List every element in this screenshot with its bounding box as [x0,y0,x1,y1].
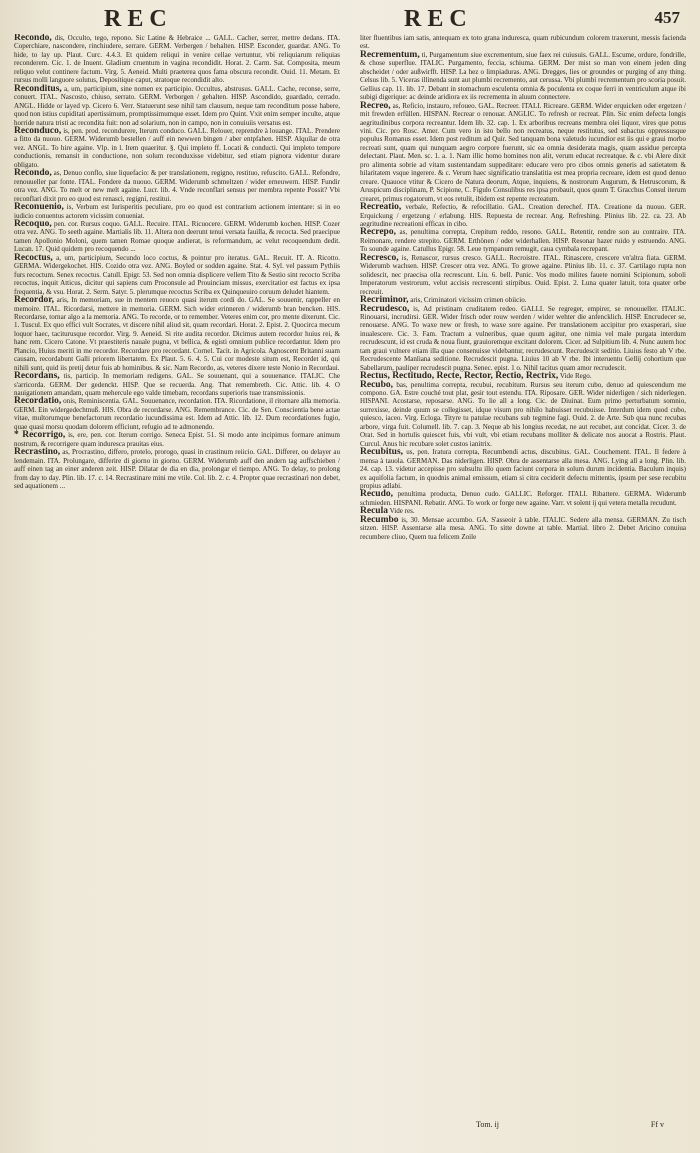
entry-text: penultima producta, Denuo cudo. GALLIC. Reforger. ITALI. Ribattere. GERMA. Widerumb schmieden. HISPANI. Rebatir. ANG. To work or forge new againe. Varr. vt solent ij qui vetera metalla recudunt. [360,490,686,507]
entry-headword: Recordans, [14,371,60,382]
dictionary-entry [14,127,340,169]
entry-headword: Reconduco, [14,125,62,136]
entry-headword: Recordatio, [14,396,62,407]
entry-headword: Recubitus, [360,447,404,458]
dictionary-entry [14,203,340,220]
entry-text: as, Reficio, instauro, refoueo. GAL. Recreer. ITALI. Ricreare. GERM. Wider erquicken oder ergetzen / mit frewden erfüllen. HISPAN. Recrear o renouar. ANGLIC. To refresh or recreat. Plin. Sic enim defecta longis aegritudinibus corpora recreantur. Idem lib. 32. cap. 1. Ex arboribus recreans membra olei liquor, vires que potus vini. Cic. pro Rosc. Amer. Cum vero in isto bello non recreatus, neque restitutus, sed subactus oppressusque populus Romanus esset. Idem post reditum ad Quir. Sed tanquam bona valetudo iucundior est iis qui e graui morbo recreati sunt, quam qui nunquam aegro corpore fuerunt, sic ea omnia desiderata magis, quam assidue percepta delectant. Plaut. Men. sc. 1. a. 1. Nam illic homo homines non alit, verum educat recreatque. & c. vbi Alere dixit pro alimenta sobrie ad vitam sustentandam suppeditare: educare vero pro cibos omnis generis ad satietatem & hilaritatem vsque ingerere. & c. Verum haec significatio translatitia est mea propria recreare, idem est quod denuo creare. Quauoce vtitur & Cicero de Natura deorum, Atque, inquiens, & nostrorum Augurum, & Hetruscorum, & Aruspicum disciplinam, P. Scipione, C. Figulo Consulibus res ipsa probauit, quos quum T. Gracchus Consul iterum crearet, primus rogatorum, vt eos retulit, ibidem est repente recreatum. [360,101,686,203]
dictionary-entry [360,372,686,380]
entry-headword: Recoctus, [14,252,53,263]
entry-text: aris, In memoriam, sue in mentem reuoco quasi iterum cordi do. GAL. Se souuenir, rappeller en memoire. ITAL. Ricordarsi, mettere in memoria. GERM. Sich wider erinneren / widerumb bran bencken. HIS. Recordarse, tornar algo a la memoria. ANG. To recorde, or to remember. Veteres enim cor, pro mente dixerunt. Cic. 1. Tuscul. Ex quo effici vult Socrates, vt discere nihil aliud sit, quam recordari. Horat. 2. Epist. 2. Quocirca mecum loquor haec, taciturusque recordor. Virg. 9. Aeneid. Si rite audita recordor. Dicimus autem recordor huius rei, & hanc rem. Cicero Catone. Vt praestiteris nauale pugna, vt bellica, & egisti omnium publice recordantur. Idem pro Plancio, Huius meriti in me recordor. Recordare pro recordant. Cornel. Tacit. in Agricola. Agnoscent Britanni suam causam, recordabunt Galli priorem libertatem. Ex Plaut. 5. 6. 4. 5. Cui cor modeste situm est, Recordet id, qui nihili sunt, quid iis pretij detur fuis ab hominibus. & sic. Nam Recordo, as, veteres dixere teste Nonio in Recordaui. [14,296,340,372]
dictionary-entry [14,254,340,296]
dictionary-entry [360,203,686,228]
entry-text: pen. cor. Rursus coquo. GALL. Recuire. ITAL. Ricuocere. GERM. Widerumb kochen. HISP. Cozer otra vez. ANG. To seeth againe. Martialis lib. 11. Altera non deerunt tenui versata fauilla, & recocta. Sed praecipue tamen Apollonio Moloni, quem tamen Romae quoque audierat, is reformandum, ac velut recoquendum dedit. Lucan. 17. Quid quidem pro recoquendo ... [14,219,340,254]
dictionary-entry [14,431,340,448]
dictionary-entry [360,34,686,51]
entry-headword: Recondo, [14,34,52,43]
entry-headword: Recrementum, [360,49,420,60]
entry-headword: Reconuenio, [14,202,64,213]
entry-text: as, penultima correpta, Crepitum reddo, resono. GALL. Retentir, rendre son au contraire. ITA. Reimonare, rendere strepito. GERM. Erthönen / oder widerhallen. HISP. Resonar hazer ruido y estruendo. ANG. To sounde againe. Catullus Epigr. 58. Leue tympanum remugit, caua cymbala recrepant. [360,228,686,254]
dictionary-entry [360,254,686,296]
dictionary-entry [360,507,686,515]
entry-text: Vide res. [389,507,415,516]
entry-text: ti, Purgamentum siue excrementum, siue faex rei cuiusuis. GALL. Escume, ordure, fondrille, & chose superflue. ITALIC. Purgamento, feccia, schiuma. GERM. Der mist so man von einem jeden ding abscheidet / oder außwirfft. HISP. La hez o limpiaduras. ANG. Dregges, lies or groundes or purging of any thing. Celsus lib. 5. Viceras illinenda sunt aut plumbi recremento, aut cerussa. Vbi plumbi recrementum pro scoria posuit. Gellius cap. 11. lib. 17. Debant in stomachum esculenta omnia & poculenta ex coque ferri in ventriculum atque ibi subigi digerique: ac deinde aridiora ex iis recrementa in aluum connectere. [360,50,686,102]
entry-headword: Recumbo [360,514,399,525]
entry-text: Vide Rego. [559,372,592,381]
entry-text: tis, particip. In memoriam redigens. GAL. Se souuenant, qui a souuenance. ITALIC. Che s'arricorda. GERM. Der gedenckt. HISP. Que se recuerda. Ang. That remembreth. Cic. Attic. lib. 4. O nauigationem amandam, quam mehercule ego valde timebam, recordans superioris tuae transmissionis. [14,372,340,398]
signature-mark: Ff v [650,1120,664,1129]
dictionary-entry [14,85,340,127]
entry-headword: Recrepo, [360,227,396,238]
entry-headword: Recriminor, [360,295,409,306]
entry-headword: * Recorrigo, [14,430,66,441]
entry-text: onis, Reminiscentia. GAL. Souuenance, recordation. ITA. Ricordatione, il ritornare alla memoria. GERM. Ein widergedechtnuß. HIS. Obra de recordarse. ANG. Remembrance. Cic. de Sen. Conscientia bene actae vitae, multorumque benefactorum recordatio iucundissima est. Idem ad Attic. lib. 12. Dum recordationes fugio, quae quasi morsu quodam dolorem efficiunt, refugio ad te admonendo. [14,397,340,431]
entry-headword: Recula [360,506,388,517]
left-column [14,34,340,1114]
dictionary-entry [14,372,340,397]
dictionary-entry [360,51,686,102]
entry-text: is, pen. prod. recondurere, Iterum conduco. GALL. Relouer, reprendre à louange. ITAL. Prendere a fitto da nuouo. GERM. Widerumb bestellen / auff ein newwen bingen / aber entpfahen. HISP. Alquilar de otra vez. ANGL. To hire againe. Vlp. in l. Item quaeritur. §. Qui impleto ff. Locati & conducti. Qui impleto tempore conductionis, remansit in conductione, non solum reconduxisse videbitur, sed etiam pignora videntur durare obligato. [14,126,340,169]
entry-text: us, pen. Iratura correpta, Recumbendi actus, discubitus. GAL. Couchement. ITAL. Il federe à mensa à tauola. GERMAN. Das niderligen. HISP. Obra de assentarse alla mesa. ANG. Lying all a long. Plin. lib. 24. cap. 13. videtur accepisse pro subsultu illo quem faciunt corpora in solum durum incidentia. Baculum inquis) ex aquifolia factum, in quodnis animal emissum, etiam si citra ceciderit defectu mittentis, ipsum per sese recubitu propius adlabi. [360,448,686,491]
dictionary-entry [360,448,686,490]
entry-text: is, ere, pen. cor. Iterum corrigo. Seneca Epist. 51. Si modo ante incipimus formare animum nostrum, & recorrigere quam induresca prauitas eius. [14,431,340,448]
dictionary-entry [14,448,340,490]
entry-headword: Rectus, Rectitudo, Recte, Rector, Rectio, Rectrix, [360,371,559,382]
entry-text: a, um, participium, Secundo loco coctus, & pointur pro iteratus. GAL. Recuit. IT. A. Ricotto. GERMA. Widergekochet. HIS. Cozido otra vez. ANG. Boyled or sodden againe. Stat. 4. Syl. vel passum Pythiis furs recoctum. Senex recoctus. Catull. Epigr. 53. Sed non omnia displicere vellem Tito & Sestio sint recocto Scriba recoctus, inquit Atticus, dicitur qui sapiens cum Proconsule ad Prouinciam missus, exercitatior est factus ex ipsa frequentia, & vsu. Horat. 2. Serm. Satyr. 5. plerumque recoctus Scriba ex Quinqueuiro coruum deludet hiantem. [14,253,340,296]
entry-headword: Recubo, [360,379,393,390]
entry-headword: Recoquo, [14,218,52,229]
dictionary-entry [14,397,340,431]
entry-headword: Recreo, [360,100,391,111]
dictionary-entry [14,34,340,85]
dictionary-entry [360,490,686,507]
entry-text: is, Verbum est Iurisperitis peculiare, pro eo quod est contrarium actionem intentare: si in eo iudicio conuentus actorem vicissim conueniat. [14,203,340,220]
dictionary-entry [360,228,686,253]
entry-text: dis, Occulto, tego, repono. Sic Latine & Hebraice ... GALL. Cacher, serrer, mettre dedans. ITA. Coperchiare, nascondere, rinchiudere, serrare. GERM. Verbergen / behalten. HISP. Esconder, guardar. ANG. To hide, to lay up. Plaut. Curc. 4.4.3. Et quidem reliqui in venire cellae vertuntur, vbi reliquiarum reliquias reconderem. Cic. 1. de Inuent. Gladium cruentum in vagina recondidit. Horat. 2. Carm. Sat. Composita, meum reliquo velut continere factum. Virg. 5. Aeneid. Multi praeterea quos fama obscura recondit. Ouid. 11. Metam. Et rursus molli languore solutus, Depositique caput, stratoque recondidit alto. [14,34,340,85]
entry-headword: Recordor, [14,295,55,306]
volume-mark: Tom. ij [476,1120,499,1129]
entry-headword: Recresco, [360,252,399,263]
entry-text: is, Ad pristinam cruditatem redeo. GALLI. Se regreger, empirer, se renouueller. ITALIC. Rinouarsi, incrudirsi. GER. Wider frisch oder rouw werden / wider wehter die anfencklich. HISP. Encrudecer se, renouarse. ANG. To waxe new or fresh, to waxe sore againe. Per translationem accipitur pro exasperari, siue inualescere. Cic. 3. Fam. Tractum a vulneribus, quae quum agitur, one nimia vel male purgata interdum recrudescunt, id est cruda & noua fiunt, grauioremque excitant dolorem. Cicer. ad Sulpitium lib. 4. Nunc autem hoc tam graui vulnere etiam illa quae consenuisse videbantur, recrudescunt. Recrudescit seditio. Liuius festo ab V rbe. Recrudescente Manliana seditione. Recrudescit pugna. Liuius 10 ab V rbe. Ibi interuentu Gellij cohortium que Sabellarum, pauliper recrudescit pugna. Senec. epist. 1 o. Nihil tacitus quam amor recrudescit. [360,304,686,372]
entry-text: as, Procrastino, differo, protelo, prorogo, quasi in crastinum reiicio. GAL. Differer, ou delayer au lendemain. ITA. Prolungare, differire di giorno in giorno. GERM. Widerumb auff den andern tag auffschieben / auff einen tag an einer anderen zeit. HISP. Dilatar de dia en dia, prolongar el tiempo. ANG. To delay, to prolong from day to day. Plin. lib. 17. c. 14. Recrastinare mini me vtile. Col. lib. 2. c. 4. Propter quae recrastinari non debet, sed aquationem ... [14,448,340,491]
header-right: REC [404,6,473,32]
entry-text: bas, penultima correpta, recubui, recubitum. Rursus seu iterum cubo, denuo ad quiescendum me compono. GA. Estre couché tout plat, gesir tout estendu. ITA. Riposare. GER. Wider niderligen / sich niderlegen. HISPANI. Acostarse, reposarse. ANG. To lie all a long. Cic. de Diuinat. Eum primo perturbatum somnio, surrexisse, deinde quum se collegisset, idque visum pro nihilo habuisset recubuisse. Interdum idem quod cubo, quiesco, iaceo. Virg. Ecloga. Tityre tu patulae recubans sub tegmine fagi. Ouid. 2. de Arte. Sub qua nunc recubas arbore, virga fuit. Columell. lib. 7. cap. 3. Neque ab his longius recedat, ne aut recubet, aut concidat. Cicer. 3. de Orat. Sed in hortulis quiescet fuis, vbi vult, vbi etiam recubans molliter & delicate nos auocat a Rostris. Plaut. Curcul. Anus hic recubare solet custos ianitrix. [360,380,686,448]
entry-text: verbale, Refectio, & refocillatio. GAL. Creation derechef. ITA. Creatione da nuouo. GER. Erquickung / ergetzung / erlabung. HIS. Repuesta de recrear. Ang. Refreshing. Plinius lib. 22. ca. 23. Ab aegritudine recreationi efficax in cibo. [360,203,686,228]
entry-text: liter fluentibus iam satis, antequam ex toto grana induresca, quam rubicundum colorem traxerunt, messis facienda est. [360,34,686,51]
entry-headword: Recudo, [360,489,393,500]
entry-text: a, um, participium, sine nomen ex participio. Occultus, abstrusus. GALL. Cache, reconse, serre, conuert. ITAL. Nascosto, chiuso, serrato. GERM. Verborgen / gehalten. HISP. Ascondido, guardado, cerrado. ANGL. Hidde or layed vp. Cicero 6. Verr. Statuerunt sese nihil tam clausum, neque tam reconditum posse habere, quod non istius cupiditati apertissimum, promptissimumque esset. Idem pro Quint. Vxit enim semper inculte, atque horride natura tristi ac recondita fuit: non ad solarium, non in campo, non in conuiuiis versatus est. [14,84,340,127]
entry-text: as, Denuo conflo, siue liquefacio: & per translationem, regigno, restituo, refuscito. GALL. Refondre, renouueller par fonte. ITAL. Fondere da nuouo. GERM. Widerumb schmeltzen / wider erneuwern. HISP. Fundir otra vez. ANG. To melt or new melt againe. Lucr. lib. 4. Vnde reconflari sensus per membra repente Possit? Vbi reconflari dixit pro eo quod est renasci, regigni, restitui. [14,169,340,203]
right-column [360,34,686,1114]
entry-text: is, Renascor, rursus cresco. GALL. Recroistre. ITAL. Rinascere, crescere vn'altra fiata. GERM. Widerumb wachsen. HISP. Crescer otra vez. ANG. To growe againe. Plinius lib. 11. c. 37. Cartilago rupta non solidescit, nec praecisa olla recrescunt. Liu. 6. bell. Punic. Vos modo milites fauete nomini Scipionum, soboli Imperatorum vestrorum, velut accisis recrescenti stirpibus. Ouid. Epist. 2. Luna quater latuit, tota quater orbe recreuit. [360,253,686,296]
header-left: REC [104,6,173,32]
dictionary-entry [360,516,686,541]
dictionary-entry [14,169,340,203]
dictionary-entry [360,305,686,373]
page-footer [14,1120,686,1134]
entry-text: aris, Criminatori vicissim crimen obiicio. [410,296,527,305]
entry-text: is, 30. Mensae accumbo. GA. S'asseoir à table. ITALIC. Sedere alla mensa. GERMAN. Zu tisch sitzen. HISP. Assentarse alla mesa. ANG. To sitte downe at table. Martial. libro 2. Debet Aricino conuiua recumbere cliuo, Quem tua felicem Zoile [360,515,686,541]
entry-headword: Reconditus, [14,83,62,94]
entry-headword: Recrudesco, [360,303,410,314]
columns [14,34,686,1114]
dictionary-entry [360,102,686,203]
entry-headword: Recrastino, [14,447,61,458]
entry-headword: Recreatio, [360,202,402,213]
dictionary-entry [14,220,340,254]
dictionary-entry [14,296,340,372]
dictionary-entry [360,381,686,449]
running-header [14,6,686,34]
entry-headword: Recondo, [14,168,52,179]
page-number: 457 [654,8,680,27]
